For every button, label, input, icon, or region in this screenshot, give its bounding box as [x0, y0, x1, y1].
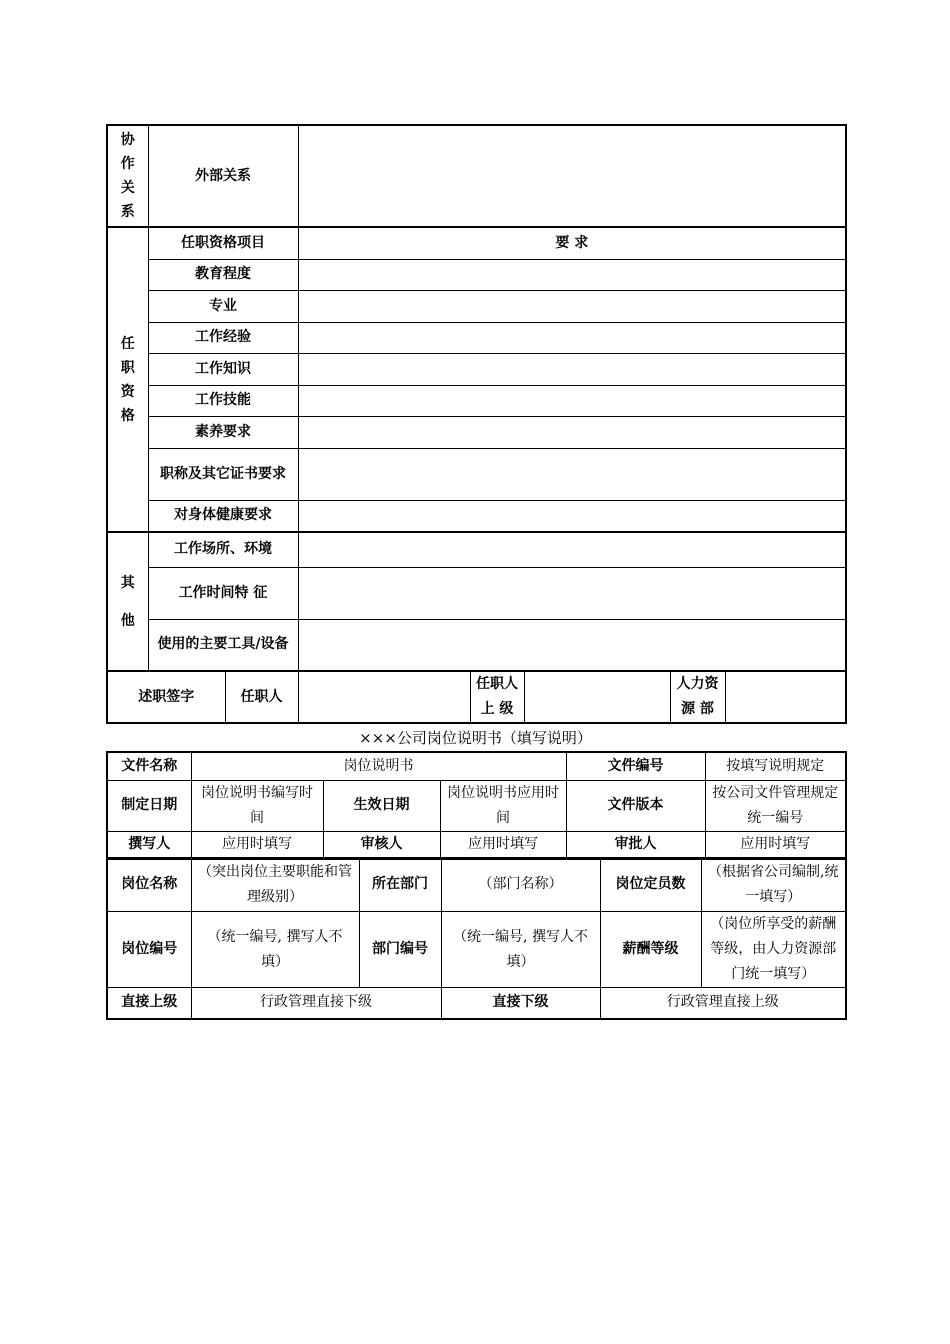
- direct-subordinate-label: 直接下级: [441, 988, 600, 1019]
- department-value: （部门名称）: [441, 858, 600, 912]
- superior-signature-field[interactable]: [524, 671, 670, 723]
- effective-date-value: 岗位说明书应用时间: [440, 780, 566, 831]
- requirement-field[interactable]: [298, 322, 846, 353]
- requirement-field[interactable]: [298, 385, 846, 416]
- fill-instructions-caption: ×××公司岗位说明书（填写说明）: [359, 729, 592, 747]
- headcount-label: 岗位定员数: [600, 858, 701, 912]
- doc-info-row: [107, 752, 846, 780]
- qualification-row: [107, 290, 846, 322]
- other-item-label: 工作场所、环境: [148, 532, 298, 567]
- effective-date-label: 生效日期: [323, 780, 440, 831]
- qualification-row: [107, 259, 846, 290]
- external-relations-label: 外部关系: [148, 125, 298, 227]
- requirement-header: 要 求: [298, 227, 846, 259]
- external-relations-field[interactable]: [298, 125, 846, 227]
- job-description-form-table: [106, 124, 847, 724]
- qualification-row: [107, 500, 846, 532]
- writer-label: 撰写人: [107, 831, 191, 859]
- collab-group-label: 协 作 关 系: [107, 125, 148, 227]
- hr-label: 人力资源 部: [670, 671, 725, 723]
- writer-value: 应用时填写: [191, 831, 323, 859]
- doc-info-row: [107, 831, 846, 859]
- department-label: 所在部门: [359, 858, 441, 912]
- position-info-row: [107, 988, 846, 1019]
- other-row: [107, 619, 846, 671]
- superior-label: 任职人上 级: [470, 671, 524, 723]
- collab-row: [107, 125, 846, 227]
- reviewer-label: 审核人: [323, 831, 440, 859]
- qualification-row: [107, 322, 846, 353]
- version-label: 文件版本: [566, 780, 705, 831]
- approver-value: 应用时填写: [705, 831, 846, 859]
- qualification-row: [107, 416, 846, 448]
- qualification-item-label: 对身体健康要求: [148, 500, 298, 532]
- qualification-row: [107, 385, 846, 416]
- requirement-field[interactable]: [298, 500, 846, 532]
- qualification-item-label: 教育程度: [148, 259, 298, 290]
- requirement-field[interactable]: [298, 353, 846, 385]
- qualification-item-label: 职称及其它证书要求: [148, 448, 298, 500]
- version-value: 按公司文件管理规定统一编号: [705, 780, 846, 831]
- made-date-value: 岗位说明书编写时间: [191, 780, 323, 831]
- position-info-table: [106, 857, 847, 1020]
- qualification-row: [107, 448, 846, 500]
- requirement-field[interactable]: [298, 416, 846, 448]
- signature-label: 述职签字: [107, 671, 225, 723]
- other-field[interactable]: [298, 567, 846, 619]
- holder-signature-field[interactable]: [298, 671, 470, 723]
- signature-row: [107, 671, 846, 723]
- department-no-value: （统一编号, 撰写人不填）: [441, 912, 600, 988]
- qualification-group-label: 任 职 资 格: [107, 227, 148, 532]
- direct-superior-label: 直接上级: [107, 988, 191, 1019]
- direct-superior-value: 行政管理直接下级: [191, 988, 441, 1019]
- other-row: [107, 567, 846, 619]
- document-info-table: [106, 751, 847, 860]
- position-info-row: [107, 912, 846, 988]
- other-group-label: 其 他: [107, 532, 148, 671]
- made-date-label: 制定日期: [107, 780, 191, 831]
- other-item-label: 工作时间特 征: [148, 567, 298, 619]
- other-item-label: 使用的主要工具/设备: [148, 619, 298, 671]
- qualification-item-label: 专业: [148, 290, 298, 322]
- salary-grade-label: 薪酬等级: [600, 912, 701, 988]
- qualification-item-label: 素养要求: [148, 416, 298, 448]
- doc-info-row: [107, 780, 846, 831]
- position-no-value: （统一编号, 撰写人不填）: [191, 912, 359, 988]
- qualification-item-label: 工作技能: [148, 385, 298, 416]
- other-field[interactable]: [298, 619, 846, 671]
- file-no-label: 文件编号: [566, 752, 705, 780]
- qualification-item-label: 工作经验: [148, 322, 298, 353]
- position-no-label: 岗位编号: [107, 912, 191, 988]
- file-name-value: 岗位说明书: [191, 752, 566, 780]
- qualification-item-label: 工作知识: [148, 353, 298, 385]
- qualification-row: [107, 353, 846, 385]
- approver-label: 审批人: [566, 831, 705, 859]
- qualification-header-row: [107, 227, 846, 259]
- file-name-label: 文件名称: [107, 752, 191, 780]
- department-no-label: 部门编号: [359, 912, 441, 988]
- position-name-label: 岗位名称: [107, 858, 191, 912]
- hr-signature-field[interactable]: [725, 671, 846, 723]
- file-no-value: 按填写说明规定: [705, 752, 846, 780]
- reviewer-value: 应用时填写: [440, 831, 566, 859]
- requirement-field[interactable]: [298, 290, 846, 322]
- position-info-row: [107, 858, 846, 912]
- other-row: [107, 532, 846, 567]
- headcount-value: （根据省公司编制,统一填写）: [701, 858, 846, 912]
- requirement-field[interactable]: [298, 259, 846, 290]
- position-name-value: （突出岗位主要职能和管理级别）: [191, 858, 359, 912]
- direct-subordinate-value: 行政管理直接上级: [600, 988, 846, 1019]
- salary-grade-value: （岗位所享受的薪酬等级，由人力资源部门统一填写）: [701, 912, 846, 988]
- other-field[interactable]: [298, 532, 846, 567]
- holder-label: 任职人: [225, 671, 298, 723]
- qualification-item-header: 任职资格项目: [148, 227, 298, 259]
- requirement-field[interactable]: [298, 448, 846, 500]
